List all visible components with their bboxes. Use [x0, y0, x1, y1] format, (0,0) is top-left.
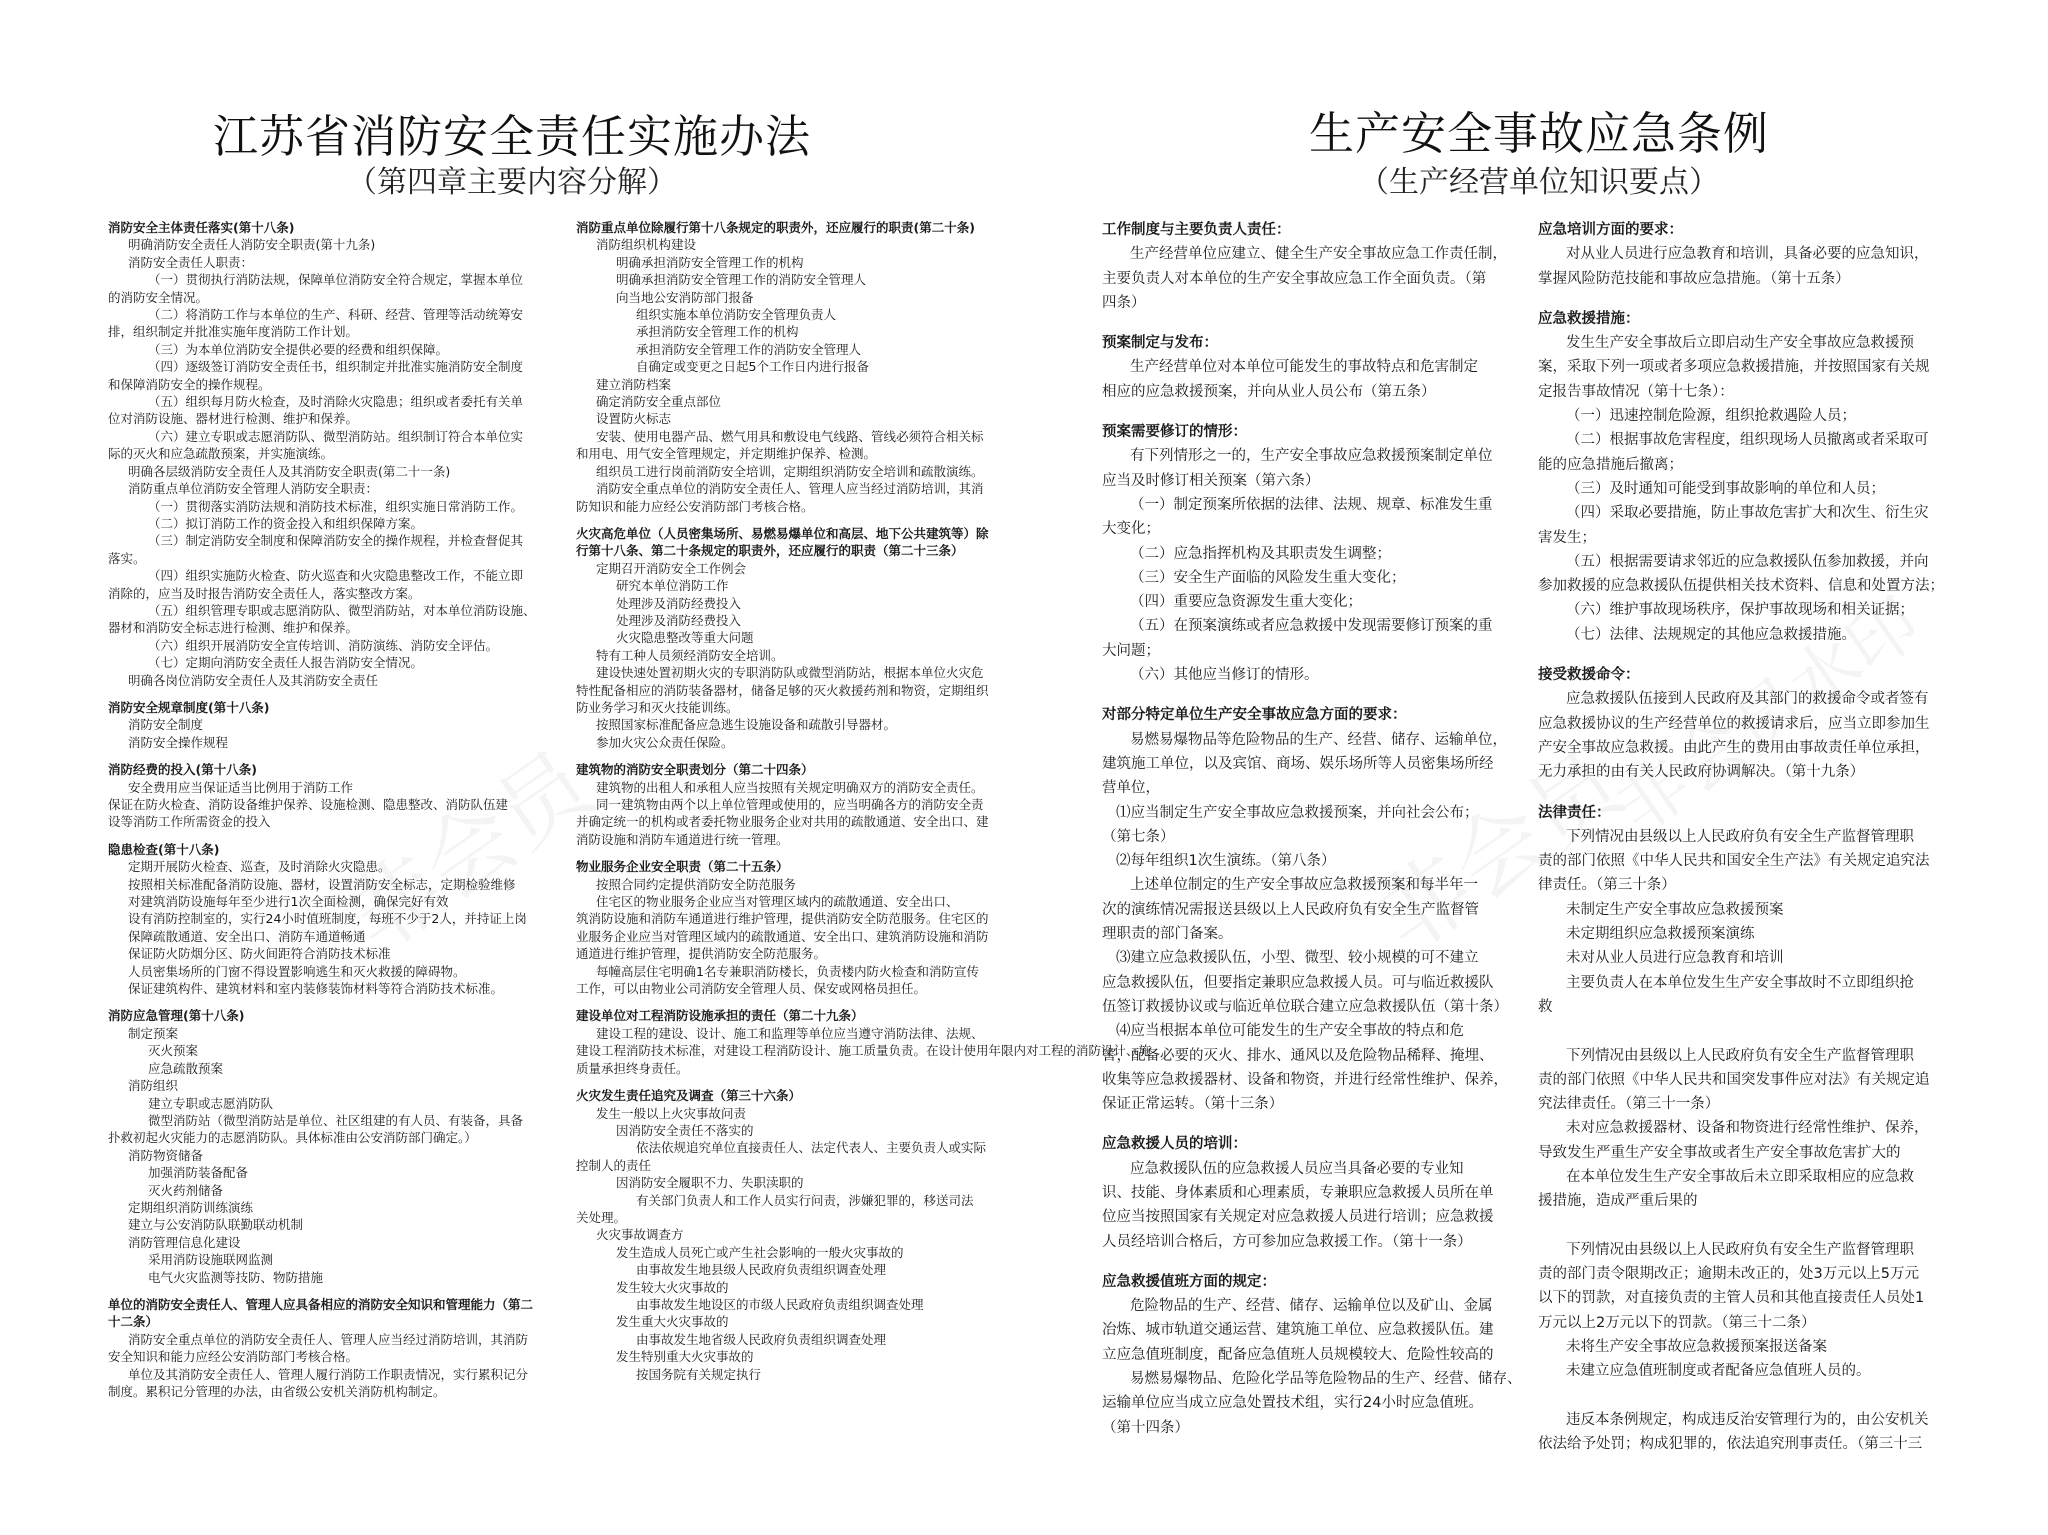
text-line: 建设快速处置初期火灾的专职消防队或微型消防站，根据本单位火灾危 — [596, 665, 984, 681]
text-line: （三）及时通知可能受到事故影响的单位和人员； — [1566, 480, 1885, 497]
text-line: 消防重点单位消防安全管理人消防安全职责： — [128, 481, 379, 497]
text-line: 消防组织机构建设 — [596, 237, 697, 253]
text-line: 发生较大火灾事故的 — [616, 1279, 729, 1295]
text-line: 防业务学习和灭火技能训练。 — [576, 699, 739, 715]
section-heading: 消防安全规章制度(第十八条) — [108, 699, 270, 715]
right-subtitle: （生产经营单位知识要点） — [1359, 165, 1719, 200]
text-line: （五）组织管理专职或志愿消防队、微型消防站，对本单位消防设施、 — [148, 602, 536, 618]
text-line: （二）应急指挥机构及其职责发生调整； — [1130, 545, 1391, 562]
text-line: 消除的，应当及时报告消防安全责任人，落实整改方案。 — [108, 585, 421, 601]
text-line: ⑶建立应急救援队伍，小型、微型、较小规模的可不建立 — [1116, 950, 1479, 967]
text-line: 位应当按照国家有关规定对应急救援人员进行培训；应急救援 — [1102, 1209, 1494, 1226]
text-line: （六）维护事故现场秩序，保护事故现场和相关证据； — [1566, 602, 1914, 619]
text-line: （五）根据需要请求邻近的应急救援队伍参加救援，并向 — [1566, 553, 1929, 570]
text-line: 应当及时修订相关预案（第六条） — [1102, 472, 1320, 489]
text-line: 未定期组织应急救援预案演练 — [1566, 926, 1755, 943]
section-heading: 应急救援人员的培训： — [1102, 1136, 1247, 1153]
text-line: 安装、使用电器产品、燃气用具和敷设电气线路、管线必须符合相关标 — [596, 428, 984, 444]
right-column-2 — [1538, 218, 1978, 1457]
text-line: 伍签订救援协议或与临近单位联合建立应急救援队伍（第十条） — [1102, 998, 1508, 1015]
text-line: 无力承担的由有关人民政府协调解决。（第十九条） — [1538, 764, 1865, 781]
text-line: 发生特别重大火灾事故的 — [616, 1349, 754, 1365]
text-line: 加强消防装备配备 — [148, 1165, 249, 1181]
left-title: 江苏省消防安全责任实施办法 — [212, 110, 811, 163]
text-line: （一）制定预案所依据的法律、法规、规章、标准发生重 — [1130, 496, 1493, 513]
text-line: 参加火灾公众责任保险。 — [596, 734, 734, 750]
text-line: ⑵每年组织1次生演练。（第八条） — [1116, 853, 1336, 870]
text-line: 有下列情形之一的，生产安全事故应急救援预案制定单位 — [1130, 448, 1493, 465]
text-line: （四）重要应急资源发生重大变化； — [1130, 594, 1362, 611]
text-line: 次的演练情况需报送县级以上人民政府负有安全生产监督管 — [1102, 901, 1479, 918]
text-line: 明确消防安全责任人消防安全职责(第十九条) — [128, 237, 376, 253]
left-subtitle: （第四章主要内容分解） — [347, 165, 677, 200]
text-line: 消防安全责任人职责： — [128, 254, 254, 270]
text-line: ⑷应当根据本单位可能发生的生产安全事故的特点和危 — [1116, 1023, 1464, 1040]
text-line: 定期召开消防安全工作例会 — [596, 560, 747, 576]
right-page — [1030, 0, 2048, 1535]
section-heading: 应急救援措施： — [1538, 310, 1640, 327]
text-line: 建设工程消防技术标准，对建设工程消防设计、施工质量负责。在设计使用年限内对工程的消防设计、施 — [576, 1043, 1152, 1059]
text-line: 以下的罚款，对直接负责的主管人员和其他直接责任人员处1 — [1538, 1290, 1925, 1307]
text-line: 参加救援的应急救援队伍提供相关技术资料、信息和处置方法； — [1538, 578, 1944, 595]
section-heading: 火灾发生责任追究及调查（第三十六条） — [576, 1088, 802, 1104]
text-line: 关处理。 — [576, 1209, 627, 1225]
text-line: 对建筑消防设施每年至少进行1次全面检测，确保完好有效 — [128, 894, 449, 910]
text-line: 消防安全重点单位的消防安全责任人、管理人应当经过消防培训，其消 — [596, 481, 984, 497]
section-heading-cont: 十二条） — [108, 1314, 159, 1330]
text-line: 保证在防火检查、消防设备维护保养、设施检测、隐患整改、消防队伍建 — [108, 797, 509, 812]
text-line: 能的应急措施后撤离； — [1538, 456, 1683, 473]
text-line: 四条） — [1102, 294, 1146, 311]
text-line: 识、技能、身体素质和心理素质，专兼职应急救援人员所在单 — [1102, 1184, 1494, 1201]
text-line: 发生生产安全事故后立即启动生产安全事故应急救援预 — [1566, 335, 1914, 352]
text-line: 落实。 — [108, 550, 146, 566]
text-line: 设等消防工作所需资金的投入 — [108, 814, 271, 830]
text-line: （一）贯彻落实消防法规和消防技术标准，组织实施日常消防工作。 — [148, 498, 524, 514]
text-line: 向当地公安消防部门报备 — [616, 289, 754, 305]
text-line: 责的部门责令限期改正；逾期未改正的，处3万元以上5万元 — [1538, 1266, 1919, 1283]
text-line: （五）组织每月防火检查，及时消除火灾隐患；组织或者委托有关单 — [148, 394, 524, 410]
section-heading: 消防安全主体责任落实(第十八条) — [108, 220, 295, 235]
text-line: 收集等应急救援器材、设备和物资，并进行经常性维护、保养， — [1102, 1071, 1508, 1088]
left-column-1 — [108, 219, 551, 1400]
text-line: 大问题； — [1102, 642, 1160, 659]
right-title: 生产安全事故应急条例 — [1308, 107, 1769, 160]
section-heading: 应急救援值班方面的规定： — [1102, 1273, 1276, 1290]
text-line: （七）法律、法规规定的其他应急救援措施。 — [1566, 626, 1856, 643]
text-line: ⑴应当制定生产安全事故应急救援预案，并向社会公布； — [1116, 804, 1479, 821]
section-heading: 预案制定与发布： — [1102, 335, 1218, 352]
text-line: 产安全事故应急救援。由此产生的费用由事故责任单位承担， — [1538, 739, 1930, 756]
text-line: 有关部门负责人和工作人员实行问责，涉嫌犯罪的，移送司法 — [636, 1192, 974, 1208]
text-line: 微型消防站（微型消防站是单位、社区组建的有人员、有装备，具备 — [148, 1112, 524, 1128]
text-line: （二）将消防工作与本单位的生产、科研、经营、管理等活动统筹安 — [148, 307, 524, 323]
text-line: 援措施，造成严重后果的 — [1538, 1193, 1698, 1210]
text-line: 由事故发生地设区的市级人民政府负责组织调查处理 — [636, 1296, 924, 1312]
text-line: 上述单位制定的生产安全事故应急救援预案和每半年一 — [1130, 877, 1478, 894]
text-line: 消防安全重点单位的消防安全责任人、管理人应当经过消防培训，其消防 — [128, 1331, 529, 1347]
text-line: 未建立应急值班制度或者配备应急值班人员的。 — [1566, 1363, 1871, 1380]
text-line: 按照合同约定提供消防安全防范服务 — [596, 876, 797, 892]
text-line: 制定预案 — [128, 1025, 179, 1041]
text-line: 按照相关标准配备消防设施、器材，设置消防安全标志，定期检验维修 — [128, 876, 516, 892]
text-line: （五）在预案演练或者应急救援中发现需要修订预案的重 — [1130, 618, 1493, 635]
text-line: （六）组织开展消防安全宣传培训、消防演练、消防安全评估。 — [148, 637, 499, 653]
text-line: 业服务企业应当对管理区域内的疏散通道、安全出口、建筑消防设施和消防 — [576, 928, 989, 944]
text-line: 消防物资储备 — [128, 1147, 204, 1163]
text-line: 质量承担终身责任。 — [576, 1060, 689, 1076]
text-line: 制度。累积记分管理的办法，由省级公安机关消防机构制定。 — [108, 1384, 446, 1399]
text-line: 特有工种人员须经消防安全培训。 — [596, 647, 784, 663]
section-heading: 物业服务企业安全职责（第二十五条） — [576, 859, 789, 875]
text-line: （七）定期向消防安全责任人报告消防安全情况。 — [148, 655, 424, 671]
section-heading: 隐患检查(第十八条) — [108, 841, 220, 857]
text-line: 消防设施和消防车通道进行统一管理。 — [576, 831, 789, 847]
text-line: 按国务院有关规定执行 — [636, 1366, 762, 1382]
text-line: 对从业人员进行应急教育和培训，具备必要的应急知识， — [1566, 246, 1929, 263]
text-line: 定报告事故情况（第十七条）： — [1538, 383, 1734, 400]
text-line: 易燃易爆物品、危险化学品等危险物品的生产、经营、储存、 — [1130, 1371, 1522, 1388]
text-line: 单位及其消防安全责任人、管理人履行消防工作职责情况，实行累积记分 — [128, 1366, 529, 1382]
text-line: 下列情况由县级以上人民政府负有安全生产监督管理职 — [1566, 828, 1914, 845]
text-line: 害，配备必要的灭火、排水、通风以及危险物品稀释、掩埋、 — [1102, 1047, 1494, 1064]
text-line: 和保障消防安全的操作规程。 — [108, 376, 271, 392]
text-line: 易燃易爆物品等危险物品的生产、经营、储存、运输单位， — [1130, 731, 1507, 748]
text-line: 消防组织 — [128, 1078, 179, 1094]
text-line: 组织实施本单位消防安全管理负责人 — [636, 307, 837, 323]
text-line: 应急救援队伍，但要指定兼职应急救援人员。可与临近救援队 — [1102, 974, 1494, 991]
text-line: 保障疏散通道、安全出口、消防车通道畅通 — [128, 928, 366, 944]
text-line: 建筑物的出租人和承租人应当按照有关规定明确双方的消防安全责任。 — [596, 779, 984, 795]
text-line: 未对应急救援器材、设备和物资进行经常性维护、保养， — [1566, 1120, 1929, 1137]
spacer — [1538, 1384, 1978, 1408]
text-line: 掌握风险防范技能和事故应急措施。（第十五条） — [1538, 270, 1850, 287]
text-line: 救 — [1538, 998, 1553, 1015]
text-line: 位对消防设施、器材进行检测、维护和保养。 — [108, 411, 359, 427]
text-line: （六）建立专职或志愿消防队、微型消防站。组织制订符合本单位实 — [148, 428, 524, 444]
section-heading: 消防重点单位除履行第十八条规定的职责外，还应履行的职责(第二十条) — [576, 220, 975, 235]
text-line: 大变化； — [1102, 521, 1160, 538]
text-line: 运输单位应当成立应急处置技术组，实行24小时应急值班。 — [1102, 1395, 1483, 1412]
text-line: 住宅区的物业服务企业应当对管理区域内的疏散通道、安全出口、 — [596, 894, 959, 910]
text-line: （三）安全生产面临的风险发生重大变化； — [1130, 569, 1406, 586]
text-line: 际的灭火和应急疏散预案，并实施演练。 — [108, 446, 334, 462]
section-heading: 对部分特定单位生产安全事故应急方面的要求： — [1102, 707, 1407, 724]
text-line: 并确定统一的机构或者委托物业服务企业对共用的疏散通道、安全出口、建 — [576, 814, 989, 830]
text-line: 立应急值班制度，配备应急值班人员规模较大、危险性较高的 — [1102, 1346, 1494, 1363]
text-line: 未制定生产安全事故应急救援预案 — [1566, 901, 1784, 918]
text-line: 明确承担消防安全管理工作的消防安全管理人 — [616, 272, 867, 288]
text-line: 控制人的责任 — [576, 1157, 652, 1173]
section-heading: 火灾高危单位（人员密集场所、易燃易爆单位和高层、地下公共建筑等）除 — [576, 525, 989, 541]
text-line: 人员经培训合格后，方可参加应急救援工作。（第十一条） — [1102, 1233, 1472, 1250]
section-heading: 应急培训方面的要求： — [1538, 222, 1683, 238]
text-line: 因消防安全履职不力、失职渎职的 — [616, 1175, 804, 1191]
text-line: 按照国家标准配备应急逃生设施设备和疏散引导器材。 — [596, 717, 897, 733]
text-line: 保证建筑构件、建筑材料和室内装修装饰材料等符合消防技术标准。 — [128, 981, 504, 997]
text-line: 组织员工进行岗前消防安全培训，定期组织消防安全培训和疏散演练。 — [596, 463, 984, 479]
section-heading: 预案需要修订的情形： — [1102, 424, 1247, 441]
text-line: 依法给予处罚；构成犯罪的，依法追究刑事责任。（第三十三 — [1538, 1436, 1923, 1453]
text-line: 应急救援队伍接到人民政府及其部门的救援命令或者签有 — [1566, 691, 1929, 708]
text-line: 承担消防安全管理工作的消防安全管理人 — [636, 341, 862, 357]
text-line: （四）组织实施防火检查、防火巡查和火灾隐患整改工作，不能立即 — [148, 568, 524, 584]
section-heading: 建设单位对工程消防设施承担的责任（第二十九条） — [576, 1008, 864, 1024]
text-line: 安全费用应当保证适当比例用于消防工作 — [128, 779, 354, 795]
text-line: 案，采取下列一项或者多项应急救援措施，并按照国家有关规 — [1538, 359, 1930, 376]
text-line: 同一建筑物由两个以上单位管理或使用的，应当明确各方的消防安全责 — [596, 797, 984, 812]
right-column-1 — [1102, 218, 1536, 1440]
text-line: （第七条） — [1102, 828, 1175, 845]
text-line: 消防安全操作规程 — [128, 734, 229, 750]
text-line: 保证正常运转。（第十三条） — [1102, 1096, 1284, 1113]
text-line: 确定消防安全重点部位 — [596, 394, 722, 410]
text-line: 研究本单位消防工作 — [616, 578, 729, 594]
section-heading: 消防经费的投入(第十八条) — [108, 762, 257, 778]
text-line: 定期开展防火检查、巡查，及时消除火灾隐患。 — [128, 859, 391, 875]
text-line: 采用消防设施联网监测 — [148, 1252, 274, 1268]
text-line: 相应的应急救援预案，并向从业人员公布（第五条） — [1102, 383, 1436, 400]
text-line: 生产经营单位应建立、健全生产安全事故应急工作责任制， — [1130, 246, 1507, 263]
text-line: 电气火灾监测等技防、物防措施 — [148, 1269, 324, 1285]
text-line: 未对从业人员进行应急教育和培训 — [1566, 950, 1784, 967]
text-line: 建筑施工单位，以及宾馆、商场、娱乐场所等人员密集场所经 — [1102, 755, 1494, 772]
text-line: 应急救援队伍的应急救援人员应当具备必要的专业知 — [1130, 1160, 1464, 1177]
text-line: 筑消防设施和消防车通道进行维护管理，提供消防安全防范服务。住宅区的 — [576, 911, 989, 927]
text-line: （一）迅速控制危险源，组织抢救遇险人员； — [1566, 408, 1856, 425]
text-line: 下列情况由县级以上人民政府负有安全生产监督管理职 — [1566, 1047, 1914, 1064]
text-line: 违反本条例规定，构成违反治安管理行为的，由公安机关 — [1566, 1411, 1929, 1428]
section-heading: 接受救援命令： — [1538, 667, 1640, 684]
text-line: （三）为本单位消防安全提供必要的经费和组织保障。 — [148, 341, 449, 357]
text-line: 因消防安全责任不落实的 — [616, 1122, 754, 1138]
text-line: 处理涉及消防经费投入 — [616, 595, 742, 611]
text-line: 导致发生严重生产安全事故或者生产安全事故危害扩大的 — [1538, 1144, 1901, 1161]
spacer — [1538, 1019, 1978, 1043]
section-heading: 单位的消防安全责任人、管理人应具备相应的消防安全知识和管理能力（第二 — [108, 1296, 534, 1312]
text-line: 应急疏散预案 — [148, 1060, 224, 1076]
text-line: 下列情况由县级以上人民政府负有安全生产监督管理职 — [1566, 1241, 1914, 1258]
text-line: （六）其他应当修订的情形。 — [1130, 667, 1319, 684]
text-line: 律责任。（第三十条） — [1538, 877, 1676, 894]
text-line: 排，组织制定并批准实施年度消防工作计划。 — [108, 324, 359, 340]
text-line: 火灾事故调查方 — [596, 1227, 684, 1243]
text-line: 明确承担消防安全管理工作的机构 — [616, 254, 804, 270]
section-heading: 工作制度与主要负责人责任： — [1102, 222, 1291, 238]
text-line: 设有消防控制室的，实行24小时值班制度，每班不少于2人，并持证上岗 — [128, 911, 527, 927]
text-line: 生产经营单位对本单位可能发生的事故特点和危害制定 — [1130, 359, 1478, 376]
text-line: （三）制定消防安全制度和保障消防安全的操作规程，并检查督促其 — [148, 533, 524, 549]
text-line: 特性配备相应的消防装备器材，储备足够的灭火救援药剂和物资，定期组织 — [576, 682, 989, 698]
section-heading: 法律责任： — [1538, 804, 1611, 821]
text-line: 扑救初起火灾能力的志愿消防队。具体标准由公安消防部门确定。） — [108, 1130, 477, 1146]
text-line: 冶炼、城市轨道交通运营、建筑施工单位、应急救援队伍。建 — [1102, 1322, 1494, 1339]
text-line: 明确各层级消防安全责任人及其消防安全职责(第二十一条) — [128, 463, 451, 479]
text-line: 建设工程的建设、设计、施工和监理等单位应当遵守消防法律、法规、 — [596, 1025, 984, 1041]
text-line: 器材和消防安全标志进行检测、维护和保养。 — [108, 620, 359, 636]
text-line: （第十四条） — [1102, 1419, 1189, 1436]
text-line: 发生重大火灾事故的 — [616, 1314, 729, 1330]
spacer — [1538, 1214, 1978, 1238]
text-line: 定期组织消防训练演练 — [128, 1199, 254, 1215]
text-line: 建立专职或志愿消防队 — [148, 1095, 274, 1111]
text-line: 处理涉及消防经费投入 — [616, 612, 742, 628]
text-line: 主要负责人在本单位发生生产安全事故时不立即组织抢 — [1566, 974, 1914, 991]
text-line: 火灾隐患整改等重大问题 — [616, 630, 754, 646]
text-line: 未将生产安全事故应急救援预案报送备案 — [1566, 1339, 1827, 1356]
text-line: 建立消防档案 — [596, 376, 672, 392]
text-line: 责的部门依照《中华人民共和国突发事件应对法》有关规定追 — [1538, 1071, 1930, 1088]
text-line: 害发生； — [1538, 529, 1596, 546]
text-line: 的消防安全情况。 — [108, 289, 209, 305]
text-line: 发生一般以上火灾事故问责 — [596, 1105, 747, 1121]
text-line: 营单位， — [1102, 780, 1160, 797]
text-line: 灭火药剂储备 — [148, 1182, 224, 1198]
text-line: 消防安全制度 — [128, 717, 204, 733]
text-line: 究法律责任。（第三十一条） — [1538, 1096, 1720, 1113]
text-line: 明确各岗位消防安全责任人及其消防安全责任 — [128, 672, 379, 688]
text-line: 在本单位发生生产安全事故后未立即采取相应的应急救 — [1566, 1168, 1914, 1185]
text-line: 承担消防安全管理工作的机构 — [636, 324, 799, 340]
text-line: （四）采取必要措施，防止事故危害扩大和次生、衍生灾 — [1566, 505, 1929, 522]
text-line: 危险物品的生产、经营、储存、运输单位以及矿山、金属 — [1130, 1298, 1493, 1315]
text-line: 防知识和能力应经公安消防部门考核合格。 — [576, 498, 814, 514]
text-line: 依法依规追究单位直接责任人、法定代表人、主要负责人或实际 — [636, 1140, 987, 1156]
text-line: 建立与公安消防队联勤联动机制 — [128, 1217, 304, 1233]
text-line: 工作，可以由物业公司消防安全管理人员、保安或网格员担任。 — [576, 981, 927, 997]
text-line: （一）贯彻执行消防法规，保障单位消防安全符合规定，掌握本单位 — [148, 272, 524, 288]
text-line: 和用电、用气安全管理规定，并定期维护保养、检测。 — [576, 446, 877, 462]
section-heading: 建筑物的消防安全职责划分（第二十四条） — [576, 762, 814, 778]
section-heading-cont: 行第十八条、第二十条规定的职责外，还应履行的职责（第二十三条） — [576, 543, 964, 559]
text-line: 消防管理信息化建设 — [128, 1234, 241, 1250]
text-line: 责的部门依照《中华人民共和国安全生产法》有关规定追究法 — [1538, 853, 1930, 870]
text-line: 应急救援协议的生产经营单位的救援请求后，应当立即参加生 — [1538, 715, 1930, 732]
text-line: （二）根据事故危害程度，组织现场人员撤离或者采取可 — [1566, 432, 1929, 449]
text-line: 灭火预案 — [148, 1043, 199, 1059]
text-line: 主要负责人对本单位的生产安全事故应急工作全面负责。（第 — [1102, 270, 1487, 287]
text-line: 自确定或变更之日起5个工作日内进行报备 — [636, 359, 869, 375]
text-line: 人员密集场所的门窗不得设置影响逃生和灭火救援的障碍物。 — [128, 963, 466, 979]
text-line: 保证防火防烟分区、防火间距符合消防技术标准 — [128, 946, 391, 962]
text-line: （四）逐级签订消防安全责任书，组织制定并批准实施消防安全制度 — [148, 359, 524, 375]
text-line: 理职责的部门备案。 — [1102, 926, 1233, 943]
text-line: 由事故发生地省级人民政府负责组织调查处理 — [636, 1331, 887, 1347]
section-heading: 消防应急管理(第十八条) — [108, 1008, 245, 1024]
text-line: 由事故发生地县级人民政府负责组织调查处理 — [636, 1262, 887, 1278]
text-line: 安全知识和能力应经公安消防部门考核合格。 — [108, 1349, 359, 1365]
text-line: 发生造成人员死亡或产生社会影响的一般火灾事故的 — [616, 1244, 904, 1260]
text-line: （二）拟订消防工作的资金投入和组织保障方案。 — [148, 515, 424, 531]
text-line: 通道进行维护管理，提供消防安全防范服务。 — [576, 946, 827, 962]
text-line: 每幢高层住宅明确1名专兼职消防楼长，负责楼内防火检查和消防宣传 — [596, 963, 979, 979]
text-line: 万元以上2万元以下的罚款。（第三十二条） — [1538, 1314, 1816, 1331]
text-line: 设置防火标志 — [596, 411, 672, 427]
